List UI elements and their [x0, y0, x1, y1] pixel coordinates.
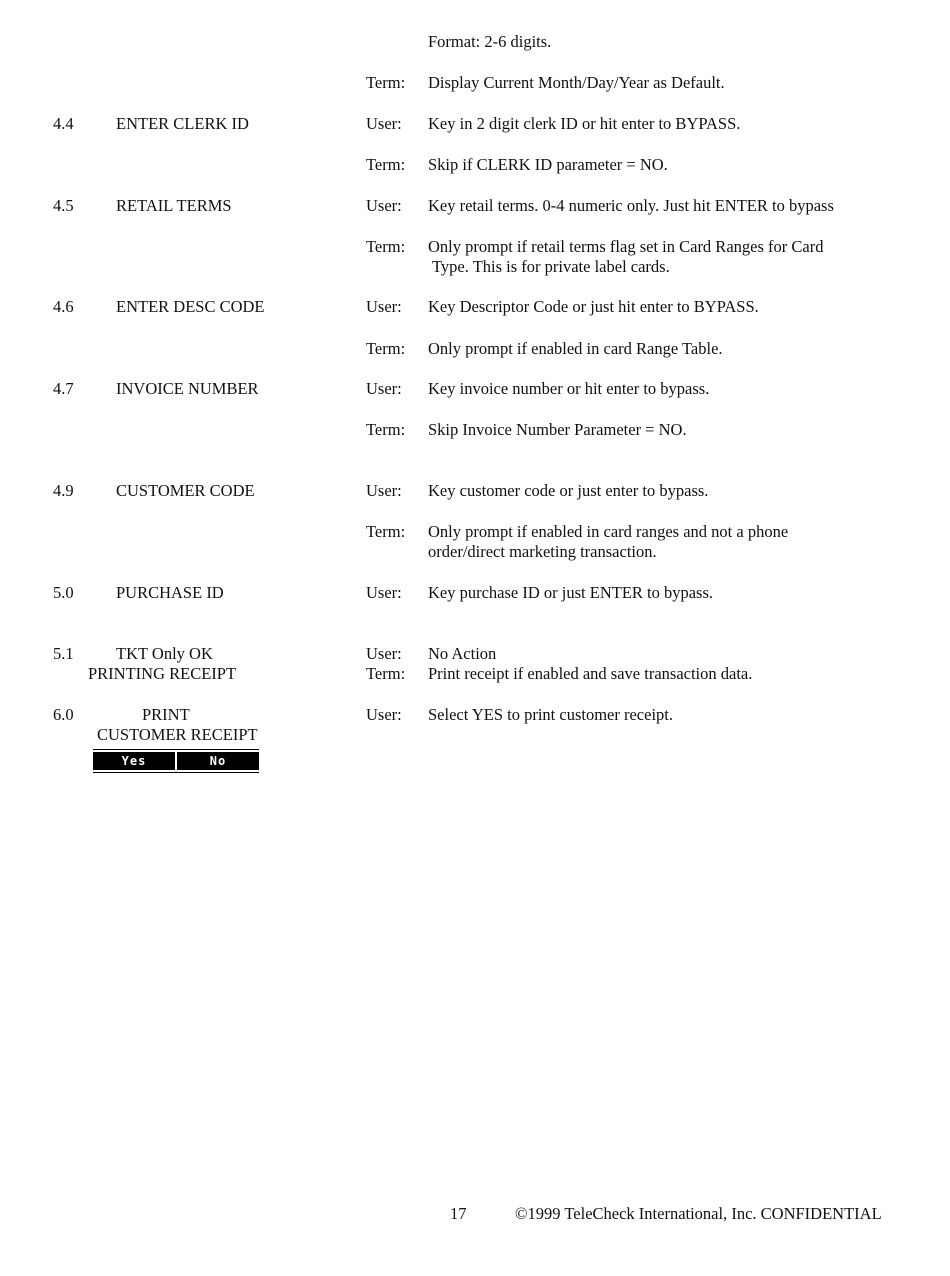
term-description: Skip if CLERK ID parameter = NO.: [428, 155, 668, 174]
step-title-invoice-number: INVOICE NUMBER: [116, 379, 259, 398]
role-label-term: Term:: [366, 420, 406, 439]
format-note: Format: 2-6 digits.: [428, 32, 552, 51]
user-description: No Action: [428, 644, 497, 663]
step-number: 5.1: [53, 644, 74, 663]
page-number: 17: [450, 1204, 467, 1223]
user-description: Key purchase ID or just ENTER to bypass.: [428, 583, 714, 602]
step-number: 4.6: [53, 297, 74, 316]
term-description-line-1: Only prompt if retail terms flag set in Card Ranges for Card: [428, 237, 824, 256]
role-label-user: User:: [366, 196, 402, 215]
role-label-user: User:: [366, 481, 402, 500]
role-label-term: Term:: [366, 237, 406, 256]
role-label-user: User:: [366, 114, 402, 133]
role-label-user: User:: [366, 705, 402, 724]
step-number: 4.4: [53, 114, 74, 133]
step-number: 4.9: [53, 481, 74, 500]
step-title-line-1: TKT Only OK: [116, 644, 213, 663]
user-description: Key invoice number or hit enter to bypass.: [428, 379, 710, 398]
step-number: 4.5: [53, 196, 74, 215]
term-description: Print receipt if enabled and save transaction data.: [428, 664, 753, 683]
term-description: Only prompt if enabled in card Range Table.: [428, 339, 723, 358]
user-description: Key retail terms. 0-4 numeric only. Just hit ENTER to bypass: [428, 196, 834, 215]
term-description-line-1: Only prompt if enabled in card ranges and not a phone: [428, 522, 789, 541]
terminal-softkey-bar: [93, 749, 259, 773]
step-title-retail-terms: RETAIL TERMS: [116, 196, 232, 215]
step-title-line-2: PRINTING RECEIPT: [88, 664, 237, 683]
term-description: Display Current Month/Day/Year as Default.: [428, 73, 725, 92]
step-title-enter-desc-code: ENTER DESC CODE: [116, 297, 265, 316]
step-number: 6.0: [53, 705, 74, 724]
role-label-term: Term:: [366, 664, 406, 683]
role-label-term: Term:: [366, 522, 406, 541]
step-title-purchase-id: PURCHASE ID: [116, 583, 224, 602]
no-softkey: No: [175, 752, 259, 770]
role-label-user: User:: [366, 644, 402, 663]
role-label-user: User:: [366, 583, 402, 602]
role-label-term: Term:: [366, 73, 406, 92]
step-title-enter-clerk-id: ENTER CLERK ID: [116, 114, 249, 133]
step-title-line-1: PRINT: [142, 705, 190, 724]
user-description: Key Descriptor Code or just hit enter to BYPASS.: [428, 297, 759, 316]
role-label-term: Term:: [366, 155, 406, 174]
user-description: Key in 2 digit clerk ID or hit enter to BYPASS.: [428, 114, 741, 133]
role-label-user: User:: [366, 297, 402, 316]
step-title-customer-code: CUSTOMER CODE: [116, 481, 255, 500]
step-number: 4.7: [53, 379, 74, 398]
term-description-line-2: Type. This is for private label cards.: [432, 257, 670, 276]
copyright-notice: ©1999 TeleCheck International, Inc. CONFIDENTIAL: [515, 1204, 882, 1223]
term-description-line-2: order/direct marketing transaction.: [428, 542, 657, 561]
term-description: Skip Invoice Number Parameter = NO.: [428, 420, 687, 439]
role-label-term: Term:: [366, 339, 406, 358]
step-number: 5.0: [53, 583, 74, 602]
user-description: Select YES to print customer receipt.: [428, 705, 673, 724]
yes-softkey: Yes: [93, 752, 175, 770]
role-label-user: User:: [366, 379, 402, 398]
step-title-line-2: CUSTOMER RECEIPT: [97, 725, 258, 744]
user-description: Key customer code or just enter to bypass.: [428, 481, 709, 500]
